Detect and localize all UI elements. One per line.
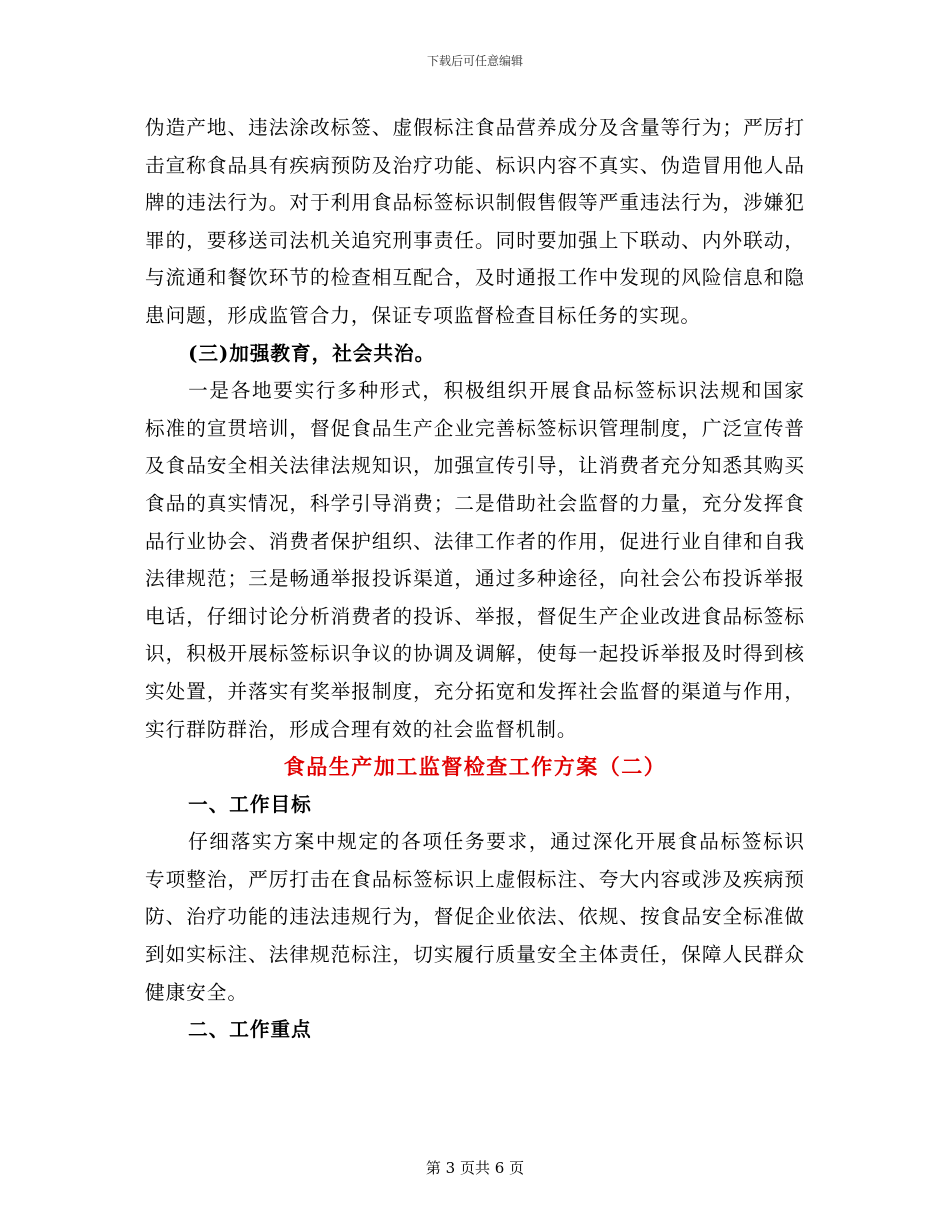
page-header: 下载后可任意编辑 xyxy=(426,54,523,68)
paragraph-continued: 伪造产地、违法涂改标签、虚假标注食品营养成分及含量等行为；严厉打击宣称食品具有疾病预防及治疗功能、标识内容不真实、伪造冒用他人品牌的违法行为。对于利用食品标签标识制假售假等严重违法行为，涉嫌犯罪的，要移送司法机关追究刑事责任。同时要加强上下联动、内外联动，与流通和餐饮环节的检查相互配合，及时通报工作中发现的风险信息和隐患问题，形成监管合力，保证专项监督检查目标任务的实现。 xyxy=(145,116,805,327)
document-title: 食品生产加工监督检查工作方案（二） xyxy=(283,754,667,780)
section-heading-goals: 一、工作目标 xyxy=(188,792,312,816)
document-body xyxy=(145,109,805,1049)
paragraph-education: 一是各地要实行多种形式，积极组织开展食品标签标识法规和国家标准的宣贯培训，督促食品生产企业完善标签标识管理制度，广泛宣传普及食品安全相关法律法规知识，加强宣传引导，让消费者充分知悉其购买食品的真实情况，科学引导消费；二是借助社会监督的力量，充分发挥食品行业协会、消费者保护组织、法律工作者的作用，促进行业自律和自我法律规范；三是畅通举报投诉渠道，通过多种途径，向社会公布投诉举报电话，仔细讨论分析消费者的投诉、举报，督促生产企业改进食品标签标识，积极开展标签标识争议的协调及调解，使每一起投诉举报及时得到核实处置，并落实有奖举报制度，充分拓宽和发挥社会监督的渠道与作用，实行群防群治，形成合理有效的社会监督机制。 xyxy=(145,379,805,741)
page-number: 第 3 页共 6 页 xyxy=(425,1159,525,1177)
paragraph-goals: 仔细落实方案中规定的各项任务要求，通过深化开展食品标签标识专项整治，严厉打击在食品标签标识上虚假标注、夸大内容或涉及疾病预防、治疗功能的违法违规行为，督促企业依法、依规、按食品安全标准做到如实标注、法律规范标注，切实履行质量安全主体责任，保障人民群众健康安全。 xyxy=(145,830,805,1004)
subheading-education: (三)加强教育，社会共治。 xyxy=(188,341,436,365)
section-heading-focus: 二、工作重点 xyxy=(188,1018,312,1042)
